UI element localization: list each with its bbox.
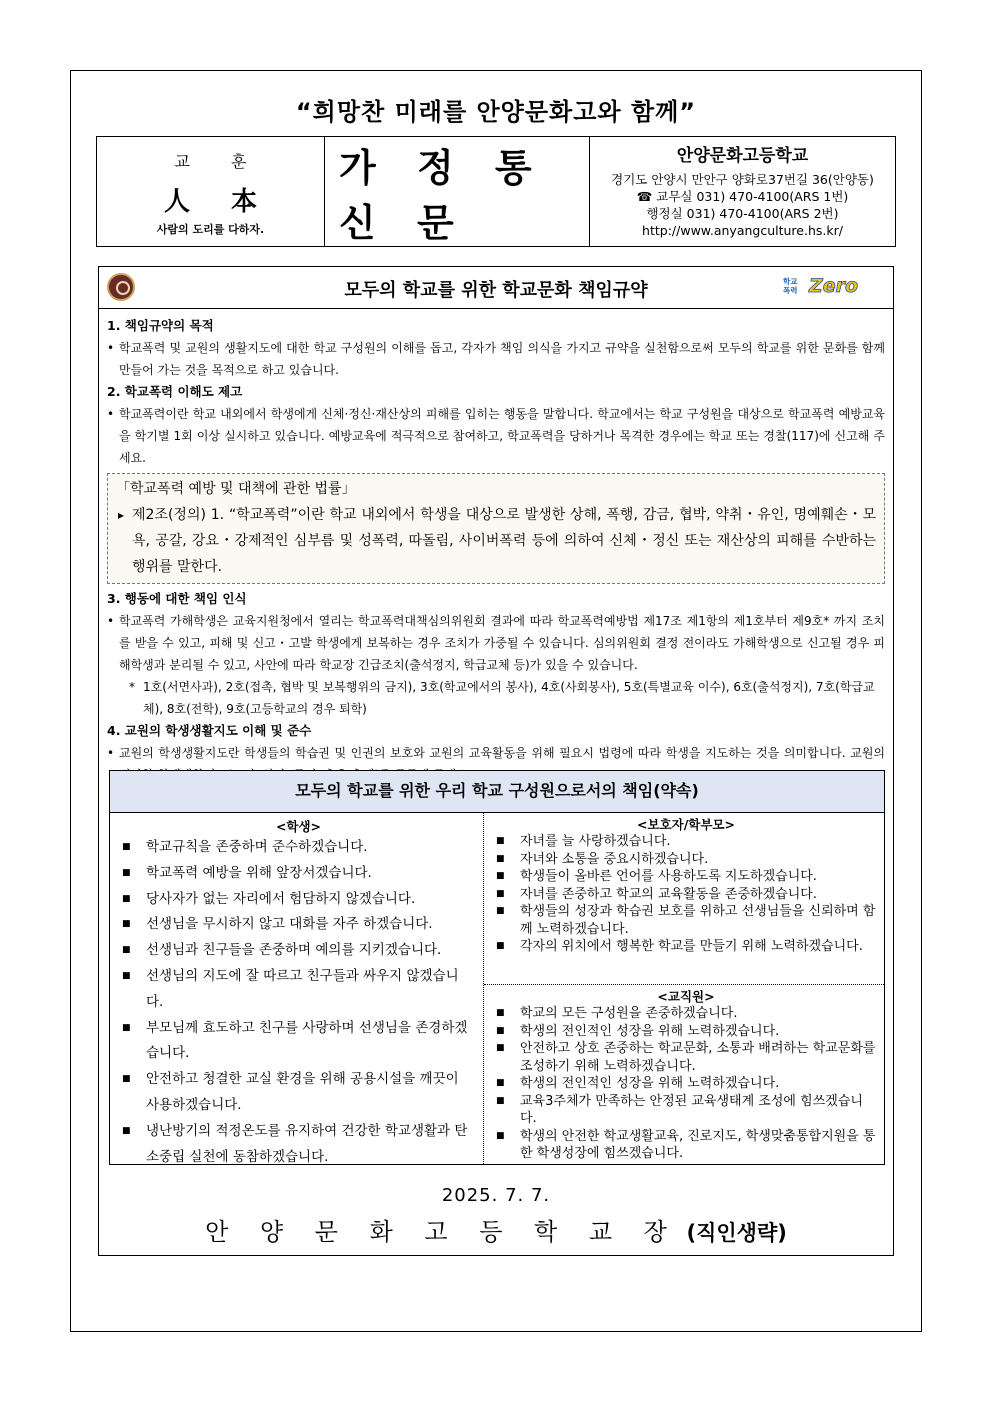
principal-title: 안 양 문 화 고 등 학 교 장 <box>205 1218 679 1246</box>
promise-title: 모두의 학교를 위한 우리 학교 구성원으로서의 책임(약속) <box>110 771 884 813</box>
school-motto-cell <box>97 137 325 246</box>
student-promise-item: ■ 부모님께 효도하고 친구를 사랑하며 선생님을 존경하겠습니다. <box>122 1016 475 1068</box>
section-1-text: • 학교폭력 및 교원의 생활지도에 대한 학교 구성원의 이해를 돕고, 각자가 책임 의식을 가지고 규약을 실천함으로써 모두의 학교를 위한 문화를 함께 만들어 가는 것을 목적으로 하고 있습니다. <box>107 337 885 381</box>
student-column <box>110 813 484 1164</box>
section-4-text: • 교원의 학생생활지도란 학생들의 학습권 및 인권의 보호와 교원의 교육활동을 위해 필요시 법령에 따라 학생을 지도하는 것을 의미합니다. 교원의 <box>107 742 885 786</box>
staff-promise-item: ■ 학생의 전인적인 성장을 위해 노력하겠습니다. <box>496 1075 876 1093</box>
zero-logo-word-2: 폭력 <box>783 286 798 295</box>
student-promise-item: ■ 선생님의 지도에 잘 따르고 친구들과 싸우지 않겠습니다. <box>122 964 475 1016</box>
student-promise-item: ■ 당사자가 없는 자리에서 험담하지 않겠습니다. <box>122 887 475 913</box>
main-content-box <box>98 266 894 1256</box>
document-title: 가 정 통 신 문 <box>325 137 590 246</box>
parent-promise-item: ■ 자녀와 소통을 중요시하겠습니다. <box>496 851 876 869</box>
signature-line <box>99 1212 893 1247</box>
staff-section <box>484 985 884 1164</box>
school-info-cell <box>590 137 895 246</box>
note-text: 1호(서면사과), 2호(접촉, 협박 및 보복행위의 금지), 3호(학교에서의 봉사), 4호(사회봉사), 5호(특별교육 이수), 6호(출석정지), 7호(학급교체), 8호(전학), 9호(고등학교의 경우 퇴학) <box>143 680 875 716</box>
student-promise-item: ■ 안전하고 청결한 교실 환경을 위해 공용시설을 깨끗이 사용하겠습니다. <box>122 1067 475 1119</box>
motto-label: 교 훈 <box>174 152 265 171</box>
staff-promise-item: ■ 학생의 전인적인 성장을 위해 노력하겠습니다. <box>496 1023 876 1041</box>
parent-promise-item: ■ 각자의 위치에서 행복한 학교를 만들기 위해 노력하겠습니다. <box>496 938 876 956</box>
student-promise-list <box>122 835 475 1170</box>
school-url[interactable]: http://www.anyangculture.hs.kr/ <box>642 223 843 238</box>
zero-logo-text: Zero <box>809 275 859 297</box>
section-banner <box>99 267 893 309</box>
law-definition: ▸ 제2조(정의) 1. “학교폭력”이란 학교 내외에서 학생을 대상으로 발생한 상해, 폭행, 감금, 협박, 약취・유인, 명예훼손・모욕, 공갈, 강요・강제적인 심부름 및 성폭력, 따돌림, 사이버폭력 등에 의하여 신체・정신 또는 재산상의 피해를 수반하는 행위를 말한다. <box>116 502 876 580</box>
parent-title: <보호자/학부모> <box>637 817 735 832</box>
section-3-note <box>107 676 885 720</box>
parent-staff-column <box>484 813 884 1164</box>
law-title: 「학교폭력 예방 및 대책에 관한 법률」 <box>116 481 356 497</box>
school-motto-heading: “희망찬 미래를 안양문화고와 함께” <box>295 98 697 126</box>
school-violence-zero-logo <box>783 277 879 299</box>
parent-promise-item: ■ 학생들의 성장과 학습권 보호를 위하고 선생님들을 신뢰하며 함께 노력하겠습니다. <box>496 903 876 938</box>
phone-admin: 행정실 031) 470-4100(ARS 2번) <box>646 206 839 221</box>
staff-promise-list <box>496 1005 876 1163</box>
motto-subtitle: 사람의 도리를 다하자. <box>156 223 265 236</box>
staff-promise-item: ■ 안전하고 상호 존중하는 학교문화, 소통과 배려하는 학교문화를 조성하기 위해 노력하겠습니다. <box>496 1040 876 1075</box>
parent-section <box>484 813 884 985</box>
staff-promise-item: ■ 학생의 안전한 학교생활교육, 진로지도, 학생맞춤통합지원을 통한 학생성장에 힘쓰겠습니다. <box>496 1128 876 1163</box>
seal-omitted: (직인생략) <box>686 1221 787 1245</box>
student-promise-item: ■ 냉난방기의 적정온도를 유지하여 건강한 학교생활과 탄소중립 실천에 동참하겠습니다. <box>122 1119 475 1171</box>
section-1-title: 1. 책임규약의 목적 <box>107 318 214 333</box>
issue-date: 2025. 7. 7. <box>441 1185 551 1206</box>
staff-title: <교직원> <box>657 989 715 1004</box>
school-name: 안양문화고등학교 <box>676 146 809 166</box>
student-title: <학생> <box>275 819 322 834</box>
student-promise-item: ■ 학교규칙을 존중하며 준수하겠습니다. <box>122 835 475 861</box>
section-2-title: 2. 학교폭력 이해도 제고 <box>107 384 243 399</box>
parent-promise-item: ■ 자녀를 늘 사랑하겠습니다. <box>496 833 876 851</box>
parent-promise-item: ■ 학생들이 올바른 언어를 사용하도록 지도하겠습니다. <box>496 868 876 886</box>
note-star: * <box>129 680 135 694</box>
section-3-title: 3. 행동에 대한 책임 인식 <box>107 591 247 606</box>
phone-office: ☎ 교무실 031) 470-4100(ARS 1번) <box>636 189 849 204</box>
parent-promise-list <box>496 833 876 956</box>
motto-value: 人 本 <box>163 187 274 217</box>
parent-promise-item: ■ 자녀를 존중하고 학교의 교육활동을 존중하겠습니다. <box>496 886 876 904</box>
banner-title: 모두의 학교를 위한 학교문화 책임규약 <box>344 280 648 301</box>
student-promise-item: ■ 선생님을 무시하지 않고 대화를 자주 하겠습니다. <box>122 912 475 938</box>
law-excerpt-box <box>107 473 885 584</box>
section-2-text: • 학교폭력이란 학교 내외에서 학생에게 신체·정신·재산상의 피해를 입히는 행동을 말합니다. 학교에서는 학교 구성원을 대상으로 학교폭력 예방교육을 학기별 1회 이상 실시하고 있습니다. 예방교육에 적극적으로 참여하고, 학교폭력을 당하거나 목격한 경우에는 학교 또는 경찰(117)에 신고해 주세요. <box>107 403 885 469</box>
staff-promise-item: ■ 교육3주체가 만족하는 안정된 교육생태계 조성에 힘쓰겠습니다. <box>496 1093 876 1128</box>
student-promise-item: ■ 학교폭력 예방을 위해 앞장서겠습니다. <box>122 861 475 887</box>
zero-logo-small-text <box>783 277 798 295</box>
section-4-title: 4. 교원의 학생생활지도 이해 및 준수 <box>107 723 312 738</box>
section-3-text: • 학교폭력 가해학생은 교육지원청에서 열리는 학교폭력대책심의위원회 결과에 따라 학교폭력예방법 제17조 제1항의 제1호부터 제9호* 까지 조치를 받을 수 있고, 피해 및 신고・고발 학생에게 보복하는 경우 조치가 가중될 수 있습니다. 심의위원회 결정 전이라도 가해학생으로 신고될 경우 피해학생과 분리될 수 있고, 사안에 따라 학교장 긴급조치(출석정지, 학급교체 등)가 있을 수 있습니다. <box>107 610 885 676</box>
promise-table <box>109 770 885 1165</box>
student-promise-item: ■ 선생님과 친구들을 존중하며 예의를 지키겠습니다. <box>122 938 475 964</box>
letter-header <box>96 136 896 247</box>
staff-promise-item: ■ 학교의 모든 구성원을 존중하겠습니다. <box>496 1005 876 1023</box>
school-address: 경기도 안양시 만안구 양화로37번길 36(안양동) <box>611 172 874 187</box>
policy-sections <box>107 315 885 786</box>
zero-logo-word-1: 학교 <box>783 277 798 286</box>
